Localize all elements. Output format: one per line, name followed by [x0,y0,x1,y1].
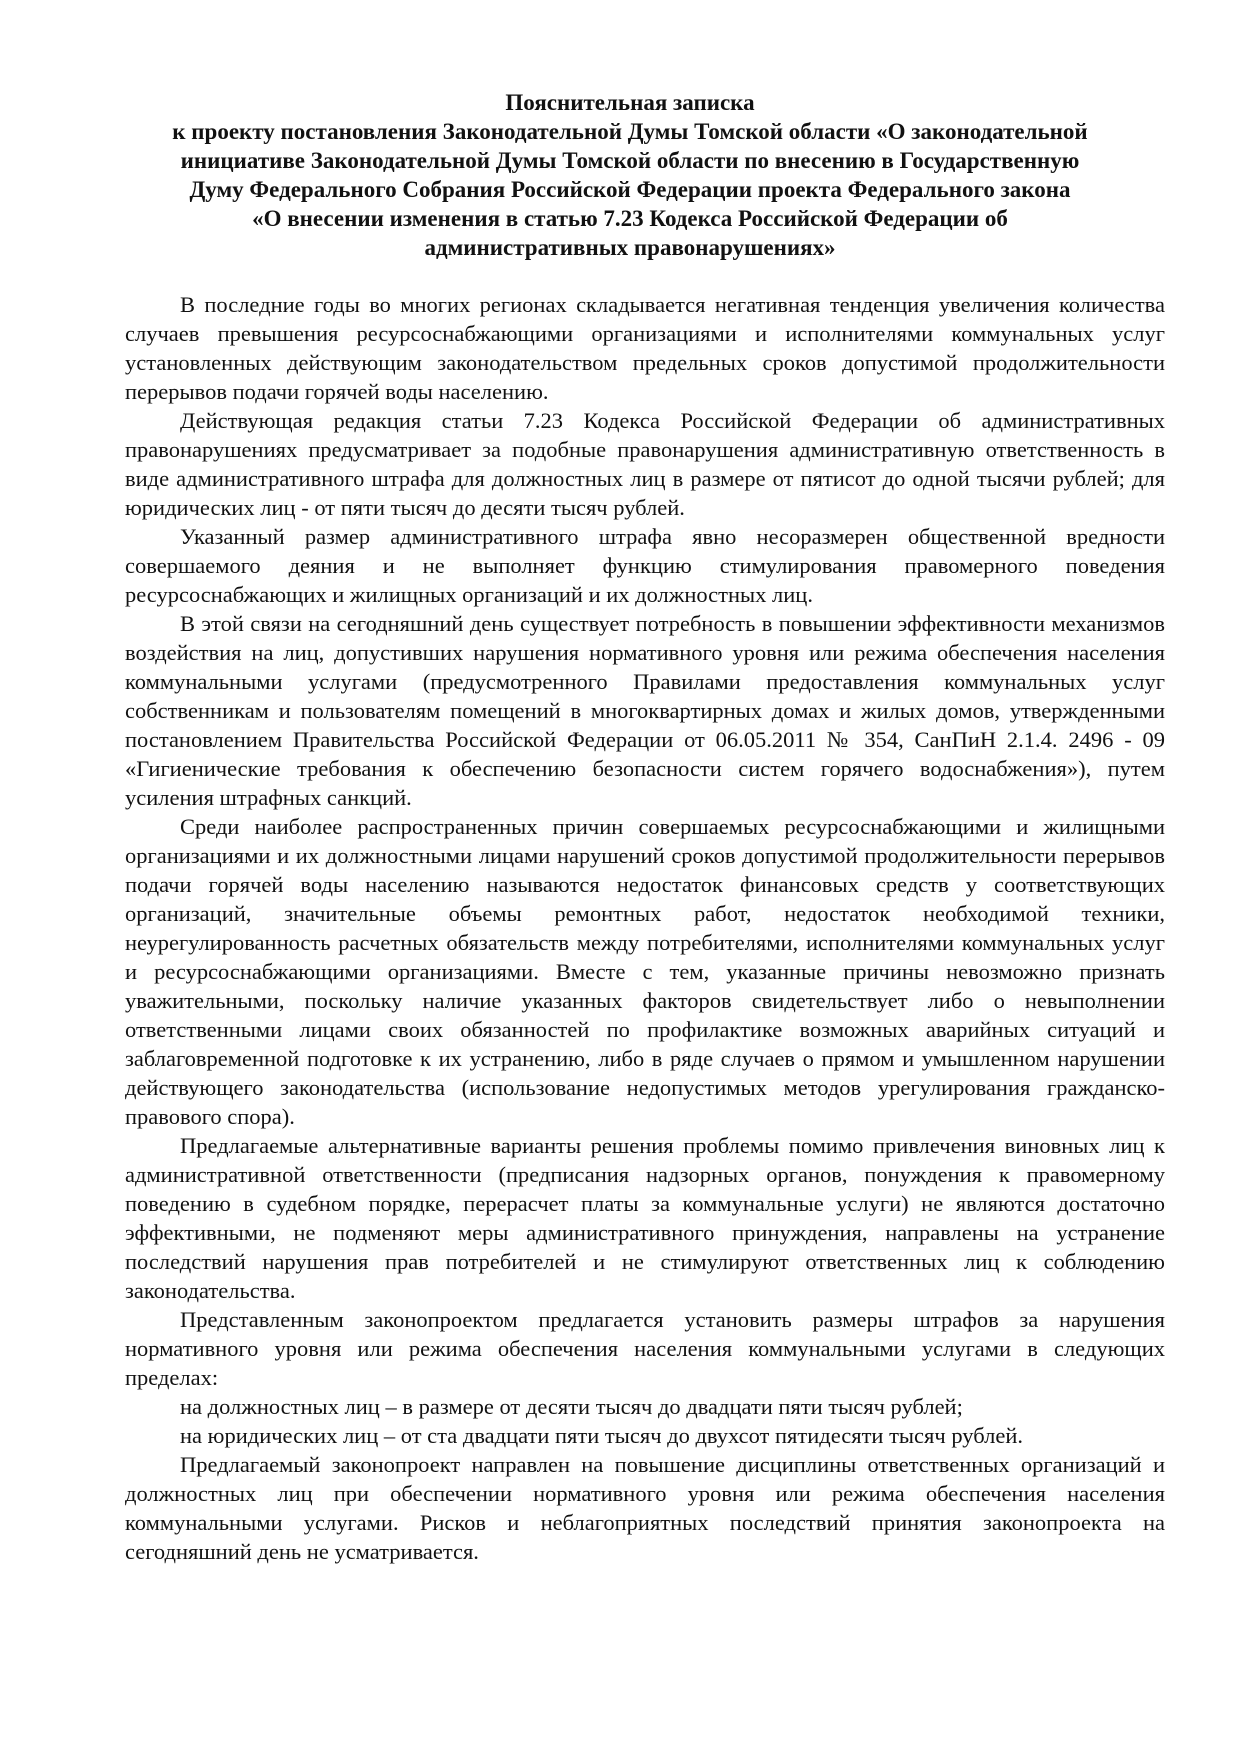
paragraph-final: Предлагаемый законопроект направлен на повышение дисциплины ответственных организаций и должностных лиц при обеспечении нормативного уровня или режима обеспечения населения коммунальными услугами. Рисков и неблагоприятных последствий принятия законопроекта на сегодняшний день не усматривается. [125,1452,1165,1564]
document-subtitle-line-5: административных правонарушениях» [424,235,836,260]
document-title: Пояснительная записка [505,90,755,115]
list-item-officials: на должностных лиц – в размере от десяти тысяч до двадцати пяти тысяч рублей; [180,1394,963,1419]
document-subtitle-line-4: «О внесении изменения в статью 7.23 Кодекса Российской Федерации об [252,206,1008,231]
list-item-legal-entities: на юридических лиц – от ста двадцати пяти тысяч до двухсот пятидесяти тысяч рублей. [180,1423,1024,1448]
document-subtitle-line-1: к проекту постановления Законодательной Думы Томской области «О законодательной [172,119,1088,144]
paragraph-5: Среди наиболее распространенных причин совершаемых ресурсоснабжающими и жилищными организациями и их должностными лицами нарушений сроков допустимой продолжительности перерывов подачи горячей воды населению называются недостаток финансовых средств у соответствующих организаций, значительные объемы ремонтных работ, недостаток необходимой техники, неурегулированность расчетных обязательств между потребителями, исполнителями коммунальных услуг и ресурсоснабжающими организациями. Вместе с тем, указанные причины невозможно признать уважительными, поскольку наличие указанных факторов свидетельствует либо о невыполнении ответственными лицами своих обязанностей по профилактике возможных аварийных ситуаций и заблаговременной подготовке к их устранению, либо в ряде случаев о прямом и умышленном нарушении действующего законодательства (использование недопустимых методов урегулирования гражданско-правового спора). [125,814,1165,1129]
paragraph-2: Действующая редакция статьи 7.23 Кодекса Российской Федерации об административных правонарушениях предусматривает за подобные правонарушения административную ответственность в виде административного штрафа для должностных лиц в размере от пятисот до одной тысячи рублей; для юридических лиц - от пяти тысяч до десяти тысяч рублей. [125,408,1165,520]
document-subtitle-line-2: инициативе Законодательной Думы Томской области по внесению в Государственную [180,148,1080,173]
paragraph-7: Представленным законопроектом предлагается установить размеры штрафов за нарушения нормативного уровня или режима обеспечения населения коммунальными услугами в следующих пределах: [125,1307,1165,1390]
paragraph-3: Указанный размер административного штрафа явно несоразмерен общественной вредности совершаемого деяния и не выполняет функцию стимулирования правомерного поведения ресурсоснабжающих и жилищных организаций и их должностных лиц. [125,524,1165,607]
paragraph-4: В этой связи на сегодняшний день существует потребность в повышении эффективности механизмов воздействия на лиц, допустивших нарушения нормативного уровня или режима обеспечения населения коммунальными услугами (предусмотренного Правилами предоставления коммунальных услуг собственникам и пользователям помещений в многоквартирных домах и жилых домов, утвержденными постановлением Правительства Российской Федерации от 06.05.2011 № 354, СанПиН 2.1.4. 2496 - 09 «Гигиенические требования к обеспечению безопасности систем горячего водоснабжения»), путем усиления штрафных санкций. [125,611,1165,810]
document-body [125,290,1165,1566]
document-subtitle-line-3: Думу Федерального Собрания Российской Федерации проекта Федерального закона [189,177,1071,202]
paragraph-1: В последние годы во многих регионах складывается негативная тенденция увеличения количества случаев превышения ресурсоснабжающими организациями и исполнителями коммунальных услуг установленных действующим законодательством предельных сроков допустимой продолжительности перерывов подачи горячей воды населению. [125,292,1165,404]
document-title-block [130,88,1130,262]
paragraph-6: Предлагаемые альтернативные варианты решения проблемы помимо привлечения виновных лиц к административной ответственности (предписания надзорных органов, понуждения к правомерному поведению в судебном порядке, перерасчет платы за коммунальные услуги) не являются достаточно эффективными, не подменяют меры административного принуждения, направлены на устранение последствий нарушения прав потребителей и не стимулируют ответственных лиц к соблюдению законодательства. [125,1133,1165,1303]
